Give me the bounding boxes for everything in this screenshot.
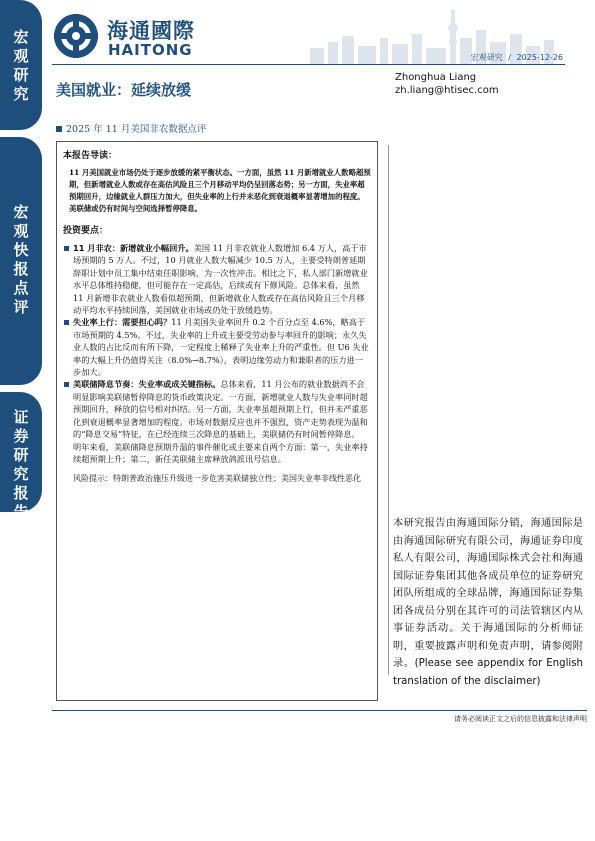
summary-panel (56, 141, 378, 701)
footer-divider (52, 710, 587, 711)
summary-box (56, 141, 378, 701)
author-email[interactable]: zh.liang@htisec.com (395, 85, 499, 96)
guide-text: 11 月美国就业市场仍处于逐步放缓的紧平衡状态。一方面，虽然 11 月新增就业人数略超预期，但新增就业人数或存在高估风险且三个月移动平均仍呈回落态势；另一方面，失业率超预期回升，边缘就业人群压力加大，但失业率的上行并未恶化到衰退概率显著增加的程度。美联储或仍有时间与空间选择暂停降息。 (69, 168, 371, 213)
sidebar-tab-macro-flash (0, 137, 42, 385)
point-fed-cuts (63, 378, 371, 440)
point-payrolls-text: 美国 11 月非农就业人数增加 6.4 万人，高于市场预期的 5 万人。不过，10 月就业人数大幅减少 10.5 万人，主要受特朗普延期辞职计划中员工集中结束任职影响，为一次性冲击。相比之下，私人部门新增就业水平总体维持稳健，但可能存在一定高估，后续或有下修风险。总体来看，虽然 11 月新增非农就业人数看似超预期，但新增就业人数或存在高估风险且三个月移动平均水平持续回落，美国就业市场或仍处于放缓趋势。 (73, 243, 368, 316)
sidebar-tab-macro-research (0, 0, 42, 130)
sidebar-label-top: 宏观研究 (13, 28, 29, 103)
header-separator: / (508, 53, 511, 62)
sidebar-label-bottom: 证券研究报告 (13, 408, 29, 521)
sidebar-label-mid: 宏观快报点评 (13, 203, 29, 316)
author-block (395, 71, 499, 97)
footer-notice: 请务必阅读正文之后的信息披露和法律声明 (454, 715, 587, 723)
point-unemployment (63, 316, 371, 378)
disclaimer-en: (Please see appendix for English translation of the disclaimer) (393, 658, 584, 687)
point-fed-cuts-lead: 美联储降息节奏：失业率或成关键指标。 (73, 379, 221, 390)
point-unemployment-text: 11 月美国失业率回升 0.2 个百分点至 4.6%，略高于市场预期的 4.5%。不过，失业率的上升或主要受劳动参与率回升的影响；永久失业人数的占比反而有所下降，一定程度上稀释了失业率上升的严重性。但 U6 失业率的大幅上升仍值得关注（8.0%→8.7%），表明边缘劳动力和兼职者的压力进一步加大。 (73, 317, 369, 378)
report-subtitle: 2025 年 11 月美国非农数据点评 (56, 121, 206, 135)
point-fed-cuts-text: 总体来看，11 月公布的就业数据尚不会明显影响美联储暂停降息的货币政策决定。一方面，新增就业人数与失业率同时超预期回升，释放的信号相对纠结。另一方面，失业率虽超预期上行，但并未严重恶化到衰退概率显著增加的程度。市场对数据反应也并不强烈，资产走势表现为温和的“降息交易”特征，在已经连续三次降息的基础上，美联储仍有时间暂停降息。 (73, 379, 368, 440)
logo-emblem-icon (52, 12, 100, 60)
risk-warning: 风险提示：特朗普政治施压升级进一步危害美联储独立性；美国失业率非线性恶化 (73, 474, 361, 484)
header-meta (471, 52, 563, 63)
point-payrolls-lead: 11 月非农：新增就业小幅回升。 (73, 243, 194, 253)
sidebar-tab-securities-report (0, 392, 42, 521)
header-divider (52, 64, 565, 65)
point-payrolls (63, 242, 371, 316)
logo-text-en: HAITONG (108, 41, 193, 59)
point-outlook-text: 明年来看，美联储降息预期升温的事件催化或主要来自两个方面：第一，失业率持续超预期上升；第二，新任美联储主席释放鸽派讯号信息。 (73, 441, 368, 464)
header-date: 2025-12-26 (516, 53, 563, 62)
header-category: 宏观研究 (470, 53, 503, 62)
logo-text-cn: 海通國際 (107, 19, 195, 43)
column-divider (388, 145, 389, 675)
guide-heading: 本报告导读： (63, 151, 118, 161)
disclaimer (393, 515, 583, 690)
point-unemployment-lead: 失业率上行：需要担心吗？ (73, 317, 172, 328)
points-heading: 投资要点： (63, 226, 109, 236)
company-logo (52, 10, 232, 62)
disclaimer-cn: 本研究报告由海通国际分销，海通国际是由海通国际研究有限公司，海通证券印度私人有限公司，海通国际株式会社和海通国际证券集团其他各成员单位的证券研究团队所组成的全球品牌，海通国际证券集团各成员分别在其许可的司法管辖区内从事证券活动。关于海通国际的分析师证明，重要披露声明和免责声明，请参阅附录。 (393, 518, 583, 669)
author-name: Zhonghua Liang (395, 72, 477, 83)
report-title: 美国就业：延续放缓 (56, 81, 192, 99)
